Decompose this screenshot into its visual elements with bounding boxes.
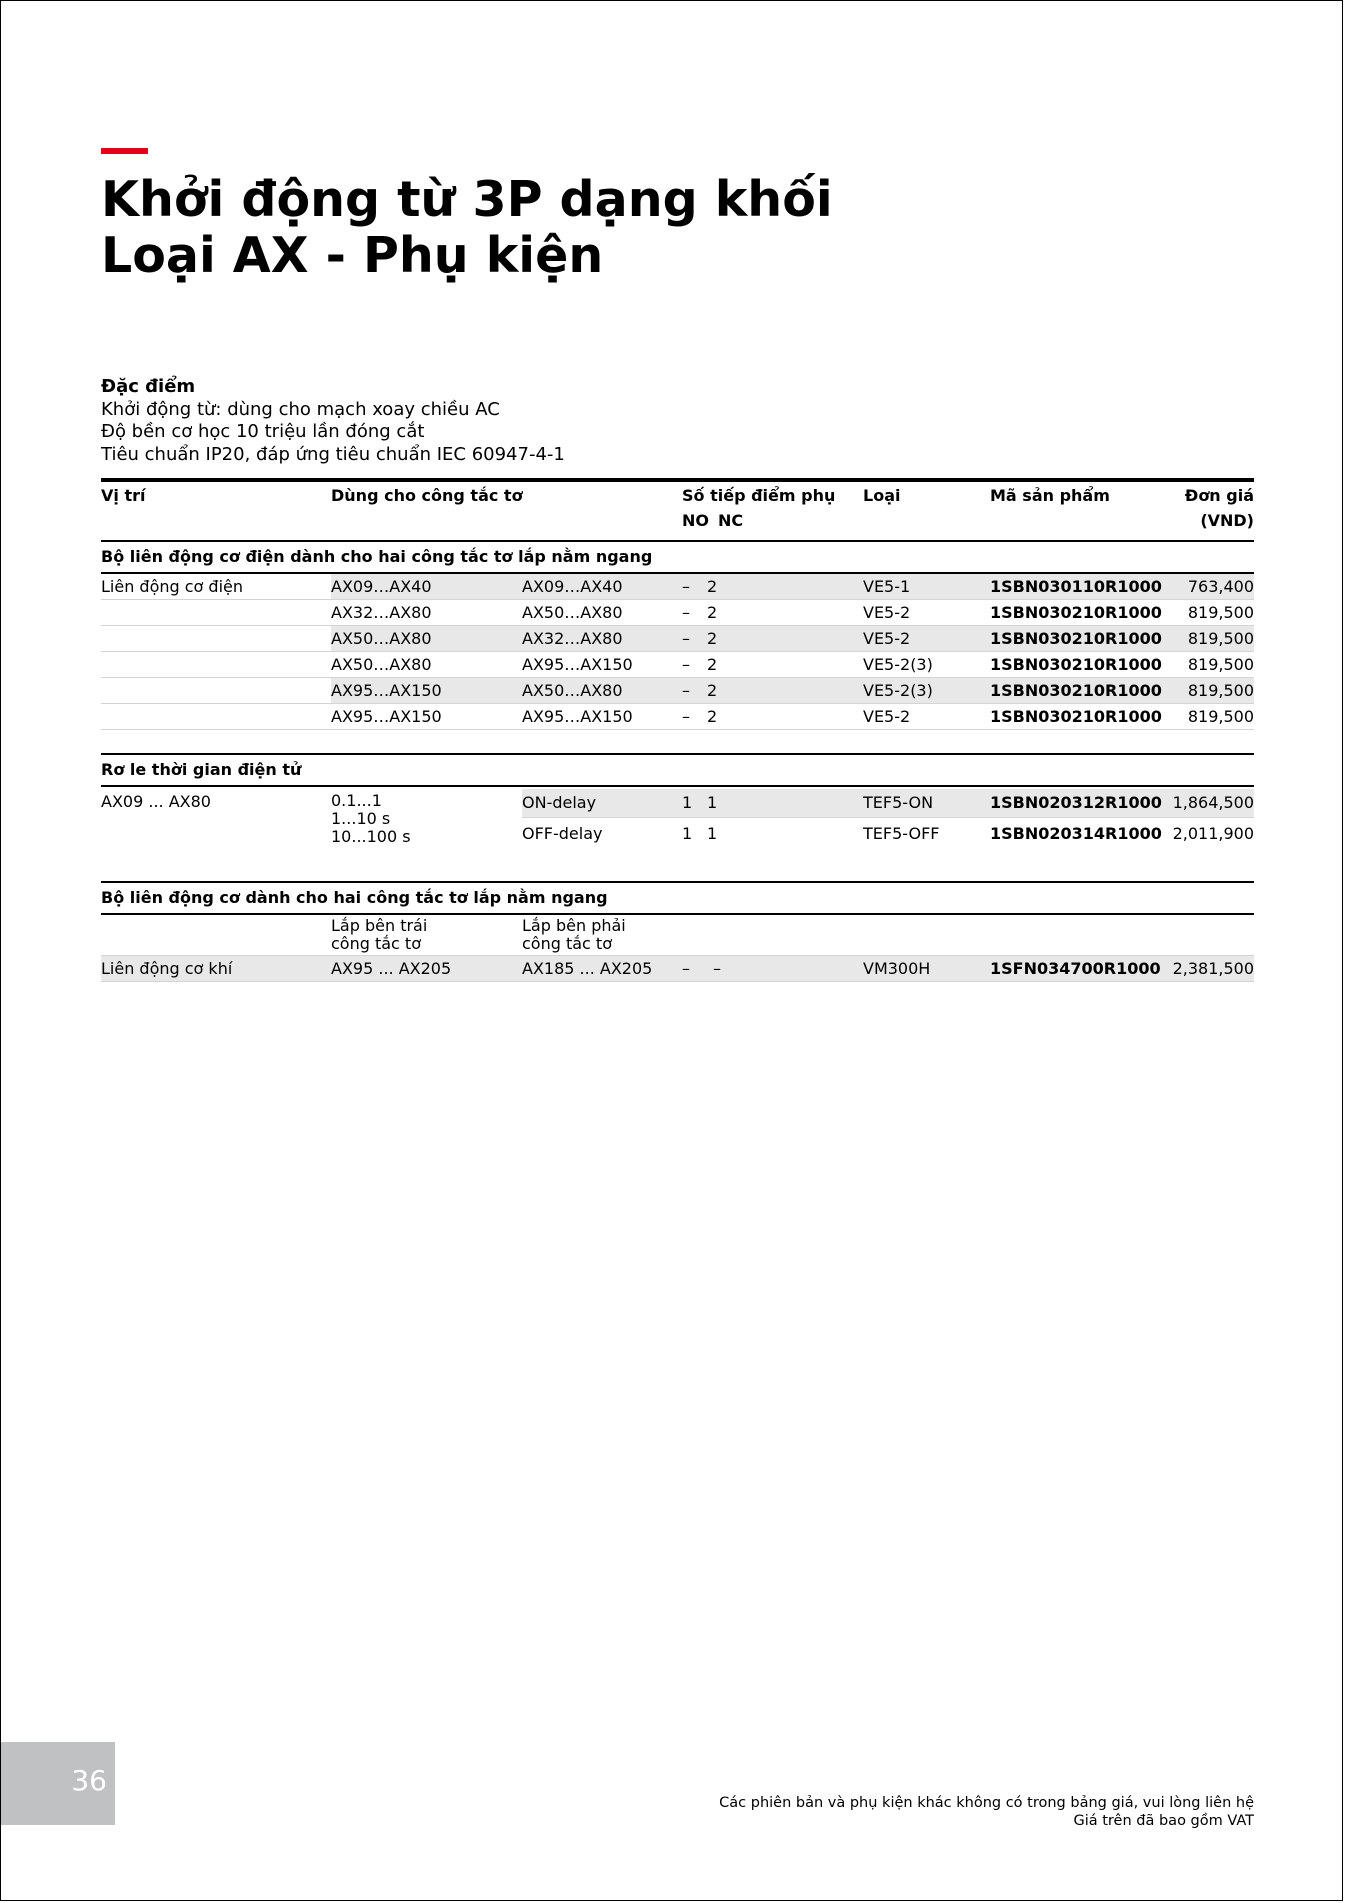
cell-left-contactor: AX50…AX80: [331, 655, 432, 674]
page-number-box: [1, 1742, 115, 1825]
section-title-electrical-interlock: Bộ liên động cơ điện dành cho hai công tắc tơ lắp nằm ngang: [101, 547, 653, 566]
cell-right-contactor: AX95…AX150: [522, 707, 633, 726]
cell-left-contactor: AX32…AX80: [331, 603, 432, 622]
cell-product-code: 1SBN030210R1000: [990, 707, 1162, 726]
cell-product-code: 1SFN034700R1000: [990, 959, 1161, 978]
cell-nc: 2: [707, 681, 718, 700]
cell-no: –: [682, 577, 690, 596]
table-row: [101, 652, 1254, 678]
cell-left-contactor: AX95…AX150: [331, 681, 442, 700]
cell-mode: OFF-delay: [522, 824, 603, 843]
subheader-right-line: Lắp bên phải: [522, 916, 626, 935]
subheader-left-line: Lắp bên trái: [331, 916, 428, 935]
cell-price: 819,500: [1187, 681, 1254, 700]
cell-right-contactor: AX50…AX80: [522, 681, 623, 700]
subheader-right-line: công tắc tơ: [522, 934, 612, 953]
cell-right-contactor: AX95…AX150: [522, 655, 633, 674]
cell-type: VE5-2(3): [863, 681, 933, 700]
accent-bar: [101, 148, 148, 154]
timer-range: 10...100 s: [331, 827, 411, 846]
accessories-table: [101, 478, 1254, 982]
table-row: [101, 600, 1254, 626]
cell-price: 2,381,500: [1172, 959, 1254, 978]
cell-no: –: [682, 655, 690, 674]
cell-nc: 1: [707, 824, 718, 843]
header-price-unit: (VND): [1200, 511, 1254, 530]
cell-no: –: [682, 959, 690, 978]
timer-range: 1...10 s: [331, 809, 391, 828]
cell-type: VE5-2: [863, 603, 911, 622]
header-product-code: Mã sản phẩm: [990, 486, 1110, 505]
section-timer-relay: [101, 787, 1254, 881]
cell-no: –: [682, 707, 690, 726]
cell-price: 1,864,500: [1172, 793, 1254, 812]
row-label: AX09 ... AX80: [101, 792, 211, 811]
cell-nc: 1: [707, 793, 718, 812]
cell-price: 2,011,900: [1172, 824, 1254, 843]
cell-type: VE5-2(3): [863, 655, 933, 674]
page-title: [101, 172, 833, 284]
header-price: Đơn giá: [1184, 486, 1254, 505]
title-line-2: Loại AX - Phụ kiện: [101, 227, 604, 284]
cell-left-contactor: AX50…AX80: [331, 629, 432, 648]
cell-product-code: 1SBN030210R1000: [990, 655, 1162, 674]
cell-price: 819,500: [1187, 603, 1254, 622]
table-header: [101, 482, 1254, 540]
features-heading: Đặc điểm: [101, 376, 196, 397]
feature-line: Khởi động từ: dùng cho mạch xoay chiều AC: [101, 398, 500, 420]
subheader-left-line: công tắc tơ: [331, 934, 421, 953]
cell-type: VE5-2: [863, 629, 911, 648]
cell-nc: 2: [707, 577, 718, 596]
cell-type: TEF5-OFF: [863, 824, 940, 843]
cell-nc: 2: [707, 603, 718, 622]
cell-price: 819,500: [1187, 629, 1254, 648]
cell-nc: –: [713, 959, 721, 978]
cell-left-contactor: AX09…AX40: [331, 577, 432, 596]
cell-type: VE5-1: [863, 577, 911, 596]
header-aux-contacts: Số tiếp điểm phụ: [682, 486, 836, 505]
row-label: Liên động cơ khí: [101, 959, 233, 978]
cell-type: VM300H: [863, 959, 931, 978]
section-electrical-interlock: [101, 574, 1254, 730]
footer-line-1: Các phiên bản và phụ kiện khác không có trong bảng giá, vui lòng liên hệ: [719, 1795, 1254, 1811]
header-position: Vị trí: [101, 486, 146, 505]
cell-product-code: 1SBN030210R1000: [990, 681, 1162, 700]
timer-range: 0.1...1: [331, 791, 382, 810]
cell-left-contactor: AX95…AX150: [331, 707, 442, 726]
cell-no: 1: [682, 824, 693, 843]
cell-type: TEF5-ON: [863, 793, 934, 812]
section-title-timer-relay: Rơ le thời gian điện tử: [101, 760, 302, 779]
page-number: 36: [71, 1764, 107, 1797]
cell-right-contactor: AX50…AX80: [522, 603, 623, 622]
table-row: [101, 955, 1254, 982]
table-row: [101, 574, 1254, 600]
cell-product-code: 1SBN030210R1000: [990, 629, 1162, 648]
cell-type: VE5-2: [863, 707, 911, 726]
table-row: [101, 678, 1254, 704]
cell-price: 819,500: [1187, 655, 1254, 674]
cell-nc: 2: [707, 655, 718, 674]
cell-no: 1: [682, 793, 693, 812]
cell-price: 819,500: [1187, 707, 1254, 726]
feature-line: Tiêu chuẩn IP20, đáp ứng tiêu chuẩn IEC 60947-4-1: [101, 443, 565, 465]
cell-product-code: 1SBN030110R1000: [990, 577, 1162, 596]
title-line-1: Khởi động từ 3P dạng khối: [101, 171, 833, 228]
table-row: [522, 819, 1254, 849]
feature-line: Độ bền cơ học 10 triệu lần đóng cắt: [101, 421, 425, 442]
table-row: [101, 626, 1254, 652]
cell-product-code: 1SBN030210R1000: [990, 603, 1162, 622]
header-for-contactor: Dùng cho công tắc tơ: [331, 486, 523, 505]
cell-no: –: [682, 603, 690, 622]
footer-line-2: Giá trên đã bao gồm VAT: [1073, 1813, 1254, 1829]
cell-product-code: 1SBN020312R1000: [990, 793, 1162, 812]
table-row: [101, 704, 1254, 730]
cell-right-contactor: AX09…AX40: [522, 577, 623, 596]
features-block: [101, 376, 565, 466]
table-row: [522, 789, 1254, 818]
cell-no: –: [682, 629, 690, 648]
cell-right-contactor: AX185 ... AX205: [522, 959, 653, 978]
section-title-mechanical-interlock: Bộ liên động cơ dành cho hai công tắc tơ lắp nằm ngang: [101, 888, 608, 907]
cell-product-code: 1SBN020314R1000: [990, 824, 1162, 843]
cell-left-contactor: AX95 ... AX205: [331, 959, 452, 978]
cell-no: –: [682, 681, 690, 700]
cell-mode: ON-delay: [522, 793, 597, 812]
header-no: NO: [682, 511, 709, 530]
cell-right-contactor: AX32…AX80: [522, 629, 623, 648]
row-label: Liên động cơ điện: [101, 577, 244, 596]
footer-note: [719, 1794, 1254, 1830]
cell-nc: 2: [707, 629, 718, 648]
cell-price: 763,400: [1187, 577, 1254, 596]
header-type: Loại: [863, 486, 901, 505]
mechanical-subheader: [101, 915, 1254, 955]
cell-nc: 2: [707, 707, 718, 726]
header-nc: NC: [718, 511, 744, 530]
